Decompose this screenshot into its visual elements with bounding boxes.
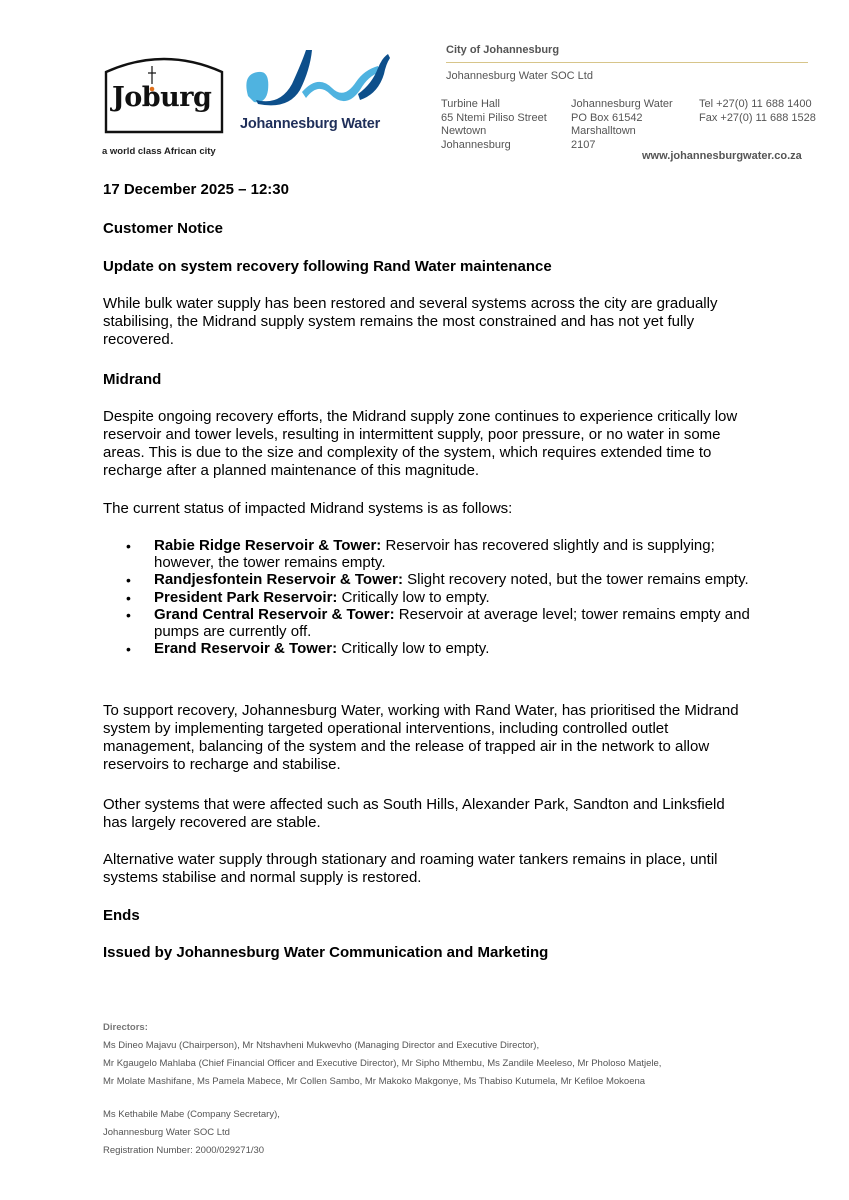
other-systems-paragraph: Other systems that were affected such as South Hills, Alexander Park, Sandton and Linksfield has largely recovered are stable. xyxy=(103,796,725,831)
list-item xyxy=(126,641,756,658)
footer-company-name: Johannesburg Water SOC Ltd xyxy=(103,1127,230,1138)
directors-line: Ms Dineo Majavu (Chairperson), Mr Ntshavheni Mukwevho (Managing Director and Executive Director), xyxy=(103,1040,540,1051)
postal-address xyxy=(571,98,673,152)
notice-subject: Update on system recovery following Rand Water maintenance xyxy=(103,258,552,275)
system-status: Critically low to empty. xyxy=(337,588,490,606)
notice-type: Customer Notice xyxy=(103,220,224,237)
street-address-line: Turbine Hall xyxy=(441,98,500,110)
system-name: Grand Central Reservoir & Tower: xyxy=(154,606,395,623)
company-name: Johannesburg Water SOC Ltd xyxy=(446,70,593,82)
contact-numbers xyxy=(699,98,816,125)
status-list xyxy=(126,538,756,659)
support-paragraph: To support recovery, Johannesburg Water, working with Rand Water, has prioritised the Midrand system by implementing targeted operational interventions, including controlled outlet management, balancing of the system and the release of trapped air in the network to allow reservoirs to recharge and stabilise. xyxy=(103,702,739,773)
alternative-supply-paragraph: Alternative water supply through stationary and roaming water tankers remains in place, until systems stabilise and normal supply is restored. xyxy=(103,851,718,886)
system-status: Slight recovery noted, but the tower remains empty. xyxy=(402,571,749,588)
issued-by: Issued by Johannesburg Water Communication and Marketing xyxy=(103,944,549,961)
directors-line: Mr Molate Mashifane, Ms Pamela Mabece, Mr Collen Sambo, Mr Makoko Makgonye, Ms Thabiso Kutumela, Mr Kefiloe Mokoena xyxy=(103,1076,646,1087)
street-address xyxy=(441,98,547,152)
street-address-line: Newtown xyxy=(441,125,487,137)
intro-paragraph: While bulk water supply has been restored and several systems across the city are gradually stabilising, the Midrand supply system remains the most constrained and has not yet fully recovered. xyxy=(103,295,718,348)
header-divider xyxy=(446,62,808,63)
list-item xyxy=(126,538,756,571)
ends-marker: Ends xyxy=(103,907,140,924)
city-name: City of Johannesburg xyxy=(446,44,560,56)
list-item xyxy=(126,607,756,640)
midrand-paragraph: Despite ongoing recovery efforts, the Midrand supply zone continues to experience critically low reservoir and tower levels, resulting in intermittent supply, poor pressure, or no water in some areas. This is due to the size and complexity of the system, which requires extended time to recharge after a planned maintenance of this magnitude. xyxy=(103,408,738,479)
johannesburg-water-wordmark: Johannesburg Water xyxy=(240,116,381,132)
postal-address-line: Marshalltown xyxy=(571,125,636,137)
postal-address-line: Johannesburg Water xyxy=(571,98,673,110)
fax-number: Fax +27(0) 11 688 1528 xyxy=(699,111,816,124)
directors-label: Directors: xyxy=(103,1022,148,1033)
joburg-tagline: a world class African city xyxy=(102,146,216,157)
street-address-line: 65 Ntemi Piliso Street xyxy=(441,111,547,124)
company-secretary: Ms Kethabile Mabe (Company Secretary), xyxy=(103,1109,280,1120)
postal-address-line: PO Box 61542 xyxy=(571,111,643,124)
postal-address-line: 2107 xyxy=(571,138,596,151)
system-status: Reservoir at average level; tower remains empty and pumps are currently off. xyxy=(154,606,750,640)
registration-number: Registration Number: 2000/029271/30 xyxy=(103,1145,265,1156)
directors-line: Mr Kgaugelo Mahlaba (Chief Financial Officer and Executive Director), Mr Sipho Mthembu, Ms Zandile Meeleso, Mr Pholoso Matjele, xyxy=(103,1058,662,1069)
johannesburg-water-logo xyxy=(240,44,392,110)
street-address-line: Johannesburg xyxy=(441,138,511,151)
list-item xyxy=(126,590,756,607)
notice-date: 17 December 2025 – 12:30 xyxy=(103,181,289,198)
telephone-number: Tel +27(0) 11 688 1400 xyxy=(699,98,812,110)
midrand-heading: Midrand xyxy=(103,371,162,388)
list-item xyxy=(126,572,756,589)
system-name: President Park Reservoir: xyxy=(154,588,338,606)
system-name: Rabie Ridge Reservoir & Tower: xyxy=(154,537,382,554)
system-name: Randjesfontein Reservoir & Tower: xyxy=(154,571,403,588)
system-status: Reservoir has recovered slightly and is supplying; however, the tower remains empty. xyxy=(154,537,715,571)
system-name: Erand Reservoir & Tower: xyxy=(154,640,338,657)
joburg-wordmark: Joburg xyxy=(112,82,212,113)
system-status: Critically low to empty. xyxy=(337,640,490,657)
status-intro: The current status of impacted Midrand systems is as follows: xyxy=(103,500,513,517)
website-link[interactable]: www.johannesburgwater.co.za xyxy=(642,150,802,162)
